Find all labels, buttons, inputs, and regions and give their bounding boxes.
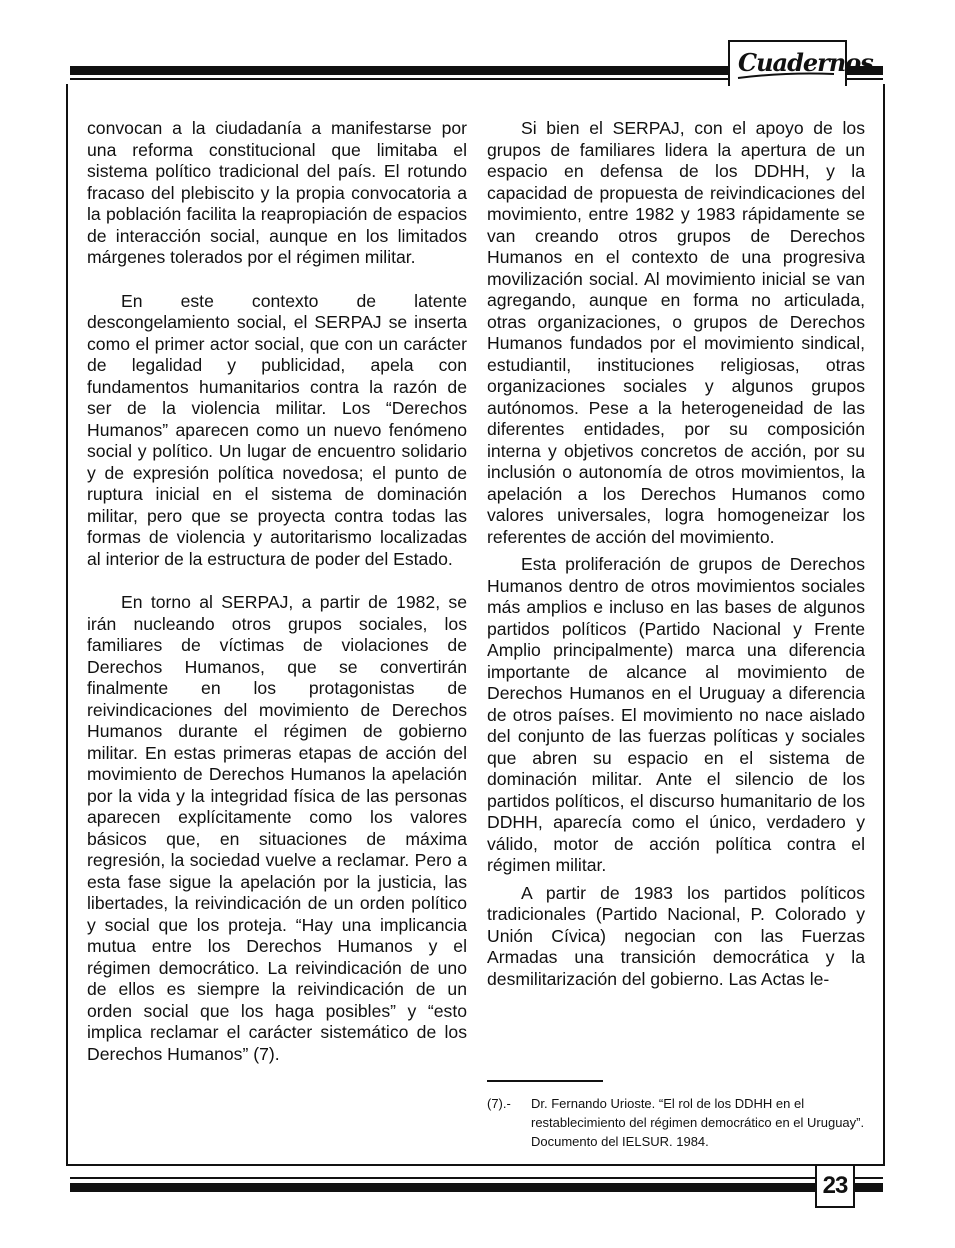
logo: Cuadernos: [738, 48, 873, 77]
paragraph: Si bien el SERPAJ, con el apoyo de los grupos de familiares lidera la apertura de un espacio en defensa de los DDHH, y la capacidad de propuesta de reivindicaciones del movimiento, entre 1982 y 1983 rápidamente se van creando otros grupos de Derechos Humanos en el contexto de una progresiva movilización social. Al movimiento inicial se van agregando, aunque en forma no articulada, otras organizaciones, o grupos de Derechos Humanos fundados por el movimiento sindical, estudiantil, instituciones religiosas, otras organizaciones sociales y algunos grupos autónomos. Pese a la heterogeneidad de las diferentes entidades, por su composición interna y objetivos concretos de acción, por su inclusión o autonomía de otros movimientos, la apelación a los Derechos Humanos como valores universales, logra homogeneizar los referentes de acción del movimiento.: [487, 118, 865, 547]
logo-swash-icon: [736, 70, 836, 80]
bottom-rule: [70, 1183, 883, 1192]
paragraph: Esta proliferación de grupos de Derechos Humanos dentro de otros movimientos sociales más amplios e incluso en las bases de algunos partidos políticos (Partido Nacional y Frente Amplio principalmente) marca una diferencia importante de alcance al movimiento de Derechos Humanos en el Uruguay a diferencia de otros países. El movimiento no nace aislado del conjunto de las fuerzas políticas y sociales que abren su espacio en el sistema de dominación militar. Ante el silencio de los partidos políticos, el discurso humanitario de los DDHH, aparecía como el único, verdadero y válido, motor de acción política contra el régimen militar.: [487, 554, 865, 875]
left-column: [87, 118, 467, 1065]
page-number-tab: [815, 1166, 855, 1208]
frame-bottom-line: [66, 1164, 885, 1166]
footnote-rule: [487, 1080, 603, 1082]
paragraph: En torno al SERPAJ, a partir de 1982, se irán nucleando otros grupos sociales, los familiares de víctimas de violaciones de Derechos Humanos, que se convertirán finalmente en los protagonistas de reivindicaciones del movimiento de Derechos Humanos durante el régimen de gobierno militar. En estas primeras etapas de acción del movimiento de Derechos Humanos la apelación por la vida y la integridad física de las personas aparecen explícitamente como los valores básicos que, en situaciones de máxima regresión, la sociedad vuelve a reclamar. Pero a esta fase sigue la apelación por la justicia, las libertades, la reivindicación de un orden político y social que los proteja. “Hay una implicancia mutua entre los Derechos Humanos y el régimen democrático. La reivindicación de uno de ellos es siempre la reivindicación de un orden social que los haga posibles” y “esto implica reclamar el carácter sistemático de los Derechos Humanos” (7).: [87, 592, 467, 1064]
paragraph: En este contexto de latente descongelamiento social, el SERPAJ se inserta como el primer actor social, que con un carácter de legalidad y publicidad, apela con fundamentos humanitarios contra la razón de ser de la violencia militar. Los “Derechos Humanos” aparecen como un nuevo fenómeno social y político. Un lugar de encuentro solidario y de expresión política novedosa; el punto de ruptura inicial en el sistema de dominación militar, pero que se proyecta contra todas las formas de violencia y autoritarismo localizadas al interior de la estructura de poder del Estado.: [87, 290, 467, 569]
page-number: 23: [822, 1172, 848, 1199]
footnote-mark: (7).-: [487, 1096, 511, 1111]
paragraph: A partir de 1983 los partidos políticos tradicionales (Partido Nacional, P. Colorado y Unión Cívica) negocian con las Fuerzas Armadas una transición democrática y la desmilitarización del gobierno. Las Actas le-: [487, 882, 865, 989]
frame-right-line: [883, 84, 885, 1164]
footnote: [487, 1094, 865, 1151]
footnote-text: Dr. Fernando Urioste. “El rol de los DDHH en el restablecimiento del régimen democrático en el Uruguay”. Documento del IELSUR. 1984.: [531, 1096, 865, 1149]
paragraph: convocan a la ciudadanía a manifestarse por una reforma constitucional que limitaba el sistema político tradicional del país. El rotundo fracaso del plebiscito y la propia convocatoria a la población facilita la reapropiación de espacios de interacción social, aunque en los limitados márgenes tolerados por el régimen militar.: [87, 118, 467, 267]
frame-left-line: [66, 84, 68, 1164]
bottom-thin-rule: [70, 1177, 883, 1179]
right-column: [487, 118, 865, 990]
logo-tab: [728, 40, 873, 86]
